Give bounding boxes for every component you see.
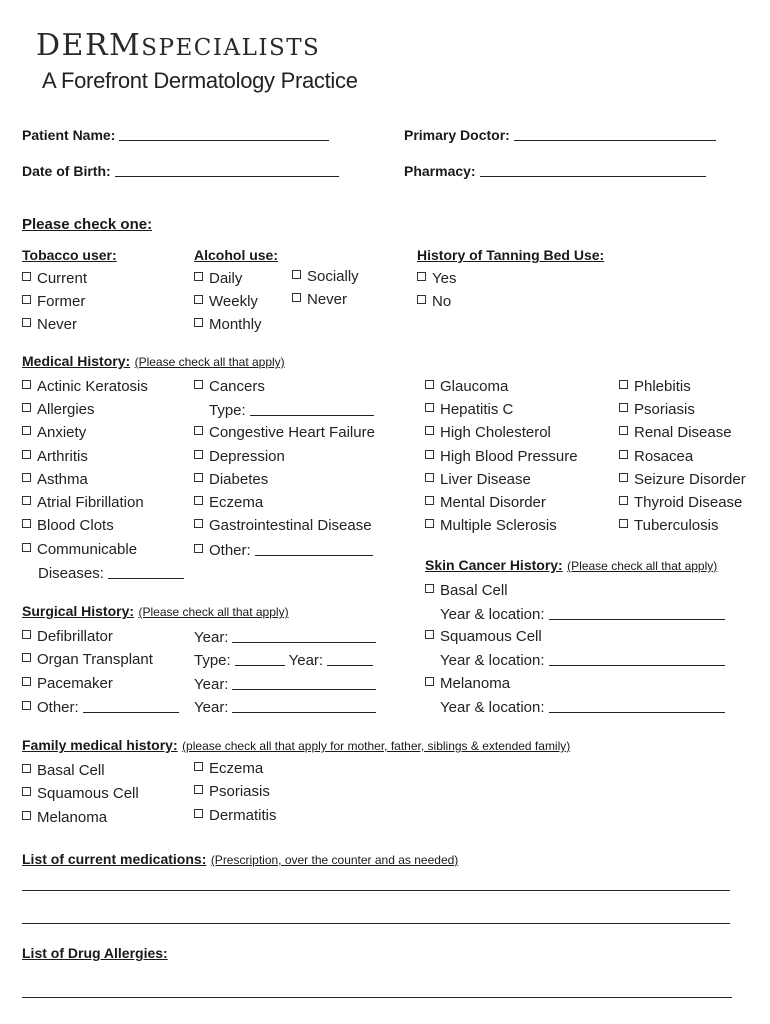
checkbox[interactable] <box>619 403 628 412</box>
surgical-option[interactable]: Organ Transplant <box>22 651 153 668</box>
pharmacy-field[interactable] <box>404 162 706 179</box>
drug-allergies-line[interactable] <box>22 997 732 998</box>
medical-option[interactable]: Communicable <box>22 541 137 558</box>
surgical-year-line[interactable] <box>232 675 376 690</box>
checkbox[interactable] <box>425 677 434 686</box>
medical-option[interactable]: High Cholesterol <box>425 424 551 441</box>
medical-option[interactable]: Tuberculosis <box>619 517 718 534</box>
checkbox[interactable] <box>417 272 426 281</box>
checkbox[interactable] <box>292 270 301 279</box>
surgical-year-line[interactable] <box>327 651 373 666</box>
checkbox[interactable] <box>619 519 628 528</box>
checkbox[interactable] <box>425 496 434 505</box>
checkbox[interactable] <box>22 630 31 639</box>
logo <box>36 28 321 63</box>
checkbox[interactable] <box>194 426 203 435</box>
tobacco-heading: Tobacco user: <box>22 247 117 263</box>
skin-cancer-option[interactable]: Squamous Cell <box>425 628 542 645</box>
checkbox[interactable] <box>22 318 31 327</box>
family-option[interactable]: Basal Cell <box>22 762 105 779</box>
alcohol-option[interactable]: Never <box>292 291 347 308</box>
year-location-field[interactable]: Year & location: <box>440 605 725 623</box>
cancer-type-line[interactable] <box>250 401 374 416</box>
checkbox[interactable] <box>425 450 434 459</box>
family-option[interactable]: Melanoma <box>22 809 107 826</box>
family-option[interactable]: Squamous Cell <box>22 785 139 802</box>
medical-option[interactable]: Multiple Sclerosis <box>425 517 557 534</box>
surgical-year-line[interactable] <box>232 698 376 713</box>
checkbox[interactable] <box>22 272 31 281</box>
checkbox[interactable] <box>194 318 203 327</box>
medical-option[interactable]: Mental Disorder <box>425 494 546 511</box>
surgical-option[interactable]: Pacemaker <box>22 675 113 692</box>
medical-option[interactable]: Glaucoma <box>425 378 508 395</box>
medications-heading: List of current medications: (Prescription, over the counter and as needed) <box>22 851 459 867</box>
primary-doctor-label: Primary Doctor: <box>404 127 510 143</box>
checkbox[interactable] <box>194 496 203 505</box>
patient-name-field[interactable] <box>22 126 329 143</box>
checkbox[interactable] <box>194 380 203 389</box>
medical-option[interactable]: Hepatitis C <box>425 401 513 418</box>
checkbox[interactable] <box>425 380 434 389</box>
family-option[interactable]: Eczema <box>194 760 263 777</box>
tanning-option[interactable]: No <box>417 293 451 310</box>
tobacco-option[interactable]: Current <box>22 270 87 287</box>
medical-option[interactable]: Seizure Disorder <box>619 471 746 488</box>
pharmacy-label: Pharmacy: <box>404 163 476 179</box>
patient-name-line[interactable] <box>119 126 329 141</box>
checkbox[interactable] <box>619 450 628 459</box>
checkbox[interactable] <box>22 450 31 459</box>
checkbox[interactable] <box>22 701 31 710</box>
surgical-year-line[interactable] <box>232 628 376 643</box>
medical-option[interactable]: Phlebitis <box>619 378 691 395</box>
surgical-type-line[interactable] <box>235 651 285 666</box>
medical-option[interactable]: Eczema <box>194 494 263 511</box>
medical-option[interactable]: Diabetes <box>194 471 268 488</box>
skin-cancer-option[interactable]: Melanoma <box>425 675 510 692</box>
checkbox[interactable] <box>22 426 31 435</box>
year-location-field[interactable]: Year & location: <box>440 651 725 669</box>
checkbox[interactable] <box>194 272 203 281</box>
medical-option[interactable]: Thyroid Disease <box>619 494 742 511</box>
checkbox[interactable] <box>194 544 203 553</box>
surgical-option[interactable]: Other: <box>22 698 179 716</box>
surgical-history-heading: Surgical History: (Please check all that apply) <box>22 603 289 619</box>
surgical-type-field[interactable]: Type: Year: <box>194 651 373 669</box>
diseases-field[interactable]: Diseases: <box>38 564 184 582</box>
medical-option[interactable]: Psoriasis <box>619 401 695 418</box>
surgical-year-field[interactable]: Year: <box>194 698 376 716</box>
surgical-option[interactable]: Defibrillator <box>22 628 113 645</box>
year-location-line[interactable] <box>549 698 725 713</box>
skin-cancer-heading: Skin Cancer History: (Please check all that apply) <box>425 557 718 573</box>
logo-derm: DERM <box>36 28 142 63</box>
checkbox[interactable] <box>292 293 301 302</box>
checkbox[interactable] <box>194 450 203 459</box>
medications-line[interactable] <box>22 923 730 924</box>
checkbox[interactable] <box>22 496 31 505</box>
checkbox[interactable] <box>22 764 31 773</box>
year-location-line[interactable] <box>549 605 725 620</box>
checkbox[interactable] <box>22 519 31 528</box>
surgical-year-field[interactable]: Year: <box>194 628 376 646</box>
pharmacy-line[interactable] <box>480 162 706 177</box>
tobacco-option[interactable]: Former <box>22 293 85 310</box>
alcohol-heading: Alcohol use: <box>194 247 279 263</box>
dob-label: Date of Birth: <box>22 163 111 179</box>
dob-field[interactable] <box>22 162 339 179</box>
medical-option[interactable]: Actinic Keratosis <box>22 378 148 395</box>
diseases-line[interactable] <box>108 564 184 579</box>
checkbox[interactable] <box>22 473 31 482</box>
checkbox[interactable] <box>425 426 434 435</box>
medical-option[interactable]: Rosacea <box>619 448 693 465</box>
checkbox[interactable] <box>619 473 628 482</box>
tobacco-option[interactable]: Never <box>22 316 77 333</box>
medical-option[interactable]: Cancers <box>194 378 265 395</box>
alcohol-option[interactable]: Weekly <box>194 293 258 310</box>
checkbox[interactable] <box>194 295 203 304</box>
medical-option[interactable]: Renal Disease <box>619 424 732 441</box>
tanning-heading: History of Tanning Bed Use: <box>417 247 605 263</box>
medical-option[interactable]: Congestive Heart Failure <box>194 424 375 441</box>
primary-doctor-field[interactable] <box>404 126 716 143</box>
family-option[interactable]: Psoriasis <box>194 783 270 800</box>
checkbox[interactable] <box>425 630 434 639</box>
checkbox[interactable] <box>619 496 628 505</box>
checkbox[interactable] <box>22 380 31 389</box>
checkbox[interactable] <box>22 787 31 796</box>
checkbox[interactable] <box>22 653 31 662</box>
checkbox[interactable] <box>22 677 31 686</box>
checkbox[interactable] <box>22 403 31 412</box>
medical-history-heading: Medical History: (Please check all that apply) <box>22 353 285 369</box>
checkbox[interactable] <box>425 519 434 528</box>
checkbox[interactable] <box>619 426 628 435</box>
checkbox[interactable] <box>194 809 203 818</box>
other-line[interactable] <box>255 541 373 556</box>
cancer-type-field[interactable]: Type: <box>209 401 374 419</box>
checkbox[interactable] <box>194 473 203 482</box>
checkbox[interactable] <box>194 785 203 794</box>
checkbox[interactable] <box>22 295 31 304</box>
checkbox[interactable] <box>194 762 203 771</box>
medical-option[interactable]: Anxiety <box>22 424 86 441</box>
surgical-year-field[interactable]: Year: <box>194 675 376 693</box>
alcohol-option[interactable]: Socially <box>292 268 359 285</box>
medical-option[interactable]: Depression <box>194 448 285 465</box>
medical-option[interactable]: Blood Clots <box>22 517 114 534</box>
logo-tagline: A Forefront Dermatology Practice <box>42 68 358 93</box>
medications-line[interactable] <box>22 890 730 891</box>
medical-option[interactable]: Other: <box>194 541 373 559</box>
tanning-option[interactable]: Yes <box>417 270 456 287</box>
checkbox[interactable] <box>22 811 31 820</box>
medical-option[interactable]: Allergies <box>22 401 95 418</box>
checkbox[interactable] <box>425 473 434 482</box>
surgical-other-line[interactable] <box>83 698 179 713</box>
alcohol-option[interactable]: Daily <box>194 270 242 287</box>
skin-cancer-option[interactable]: Basal Cell <box>425 582 508 599</box>
patient-name-label: Patient Name: <box>22 127 116 143</box>
medical-option[interactable]: Asthma <box>22 471 88 488</box>
alcohol-option[interactable]: Monthly <box>194 316 262 333</box>
checkbox[interactable] <box>619 380 628 389</box>
medical-option[interactable]: High Blood Pressure <box>425 448 578 465</box>
family-option[interactable]: Dermatitis <box>194 807 277 824</box>
checkbox[interactable] <box>425 584 434 593</box>
checkbox[interactable] <box>22 543 31 552</box>
medical-option[interactable]: Liver Disease <box>425 471 531 488</box>
year-location-field[interactable]: Year & location: <box>440 698 725 716</box>
drug-allergies-heading: List of Drug Allergies: <box>22 945 168 961</box>
checkbox[interactable] <box>194 519 203 528</box>
medical-option[interactable]: Atrial Fibrillation <box>22 494 144 511</box>
logo-specialists: SPECIALISTS <box>141 35 321 61</box>
dob-line[interactable] <box>115 162 339 177</box>
checkbox[interactable] <box>425 403 434 412</box>
primary-doctor-line[interactable] <box>514 126 716 141</box>
checkbox[interactable] <box>417 295 426 304</box>
year-location-line[interactable] <box>549 651 725 666</box>
check-one-heading: Please check one: <box>22 216 153 233</box>
medical-option[interactable]: Gastrointestinal Disease <box>194 517 372 534</box>
family-history-heading: Family medical history: (please check all that apply for mother, father, siblings & extended family) <box>22 737 571 753</box>
medical-option[interactable]: Arthritis <box>22 448 88 465</box>
